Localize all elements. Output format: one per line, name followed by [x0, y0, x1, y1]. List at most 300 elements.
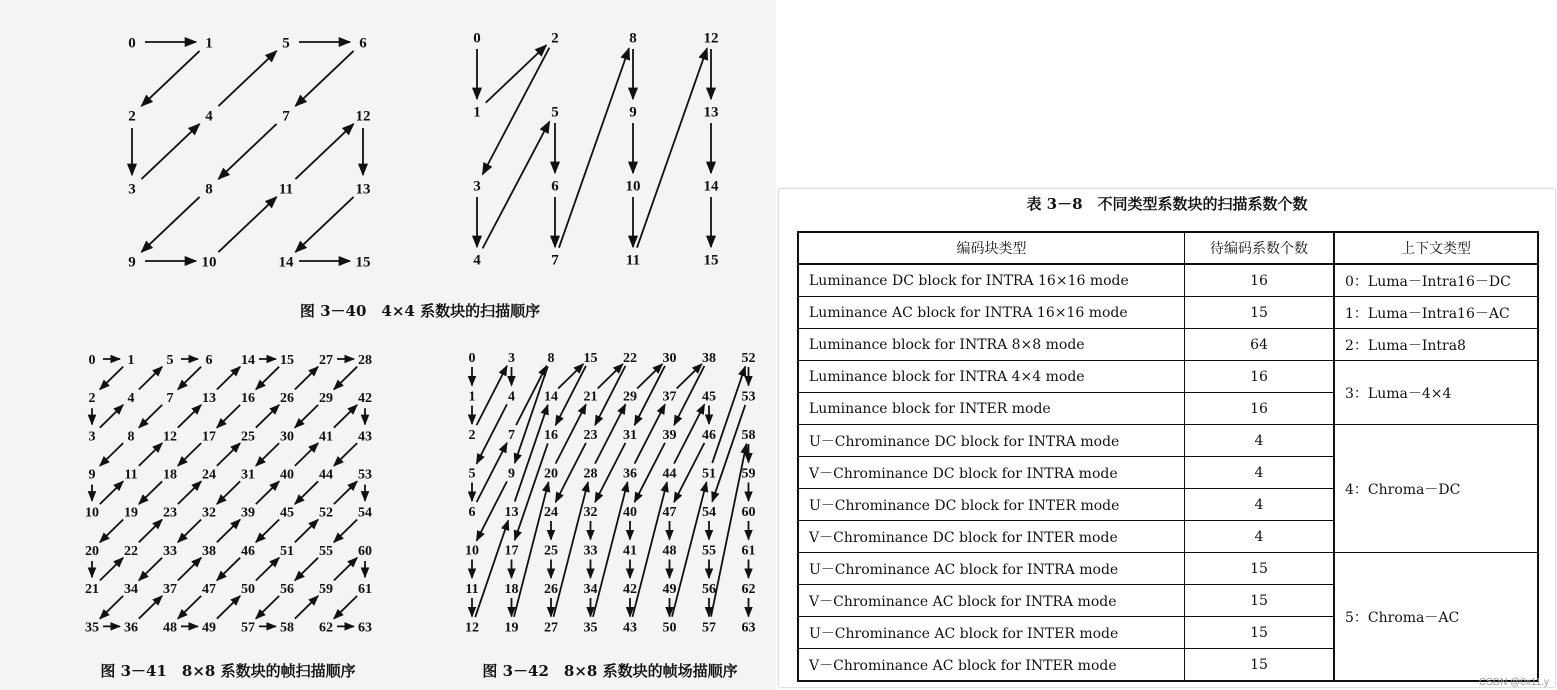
scan-arrow — [178, 558, 201, 581]
coefficient-index: 14 — [703, 178, 719, 195]
scan-arrow — [100, 519, 123, 542]
count-cell: 64 — [1185, 329, 1335, 361]
block-type-cell: Luminance block for INTRA 4×4 mode — [798, 361, 1185, 393]
coefficient-index: 11 — [465, 581, 479, 597]
context-cell: 0：Luma－Intra16－DC — [1334, 264, 1538, 297]
coefficient-index: 12 — [703, 30, 719, 47]
table-3-8-panel — [779, 189, 1555, 687]
scan-arrow — [217, 519, 240, 542]
coefficient-index: 23 — [583, 427, 598, 443]
scan-arrow — [595, 443, 625, 502]
coefficient-index: 8 — [547, 350, 555, 366]
coefficient-index: 6 — [205, 352, 213, 368]
scan-arrow — [635, 366, 665, 425]
coefficient-index: 1 — [473, 104, 481, 121]
coefficient-index: 61 — [358, 582, 372, 598]
scan-arrow — [712, 405, 745, 502]
coefficient-index: 40 — [280, 467, 294, 483]
coefficient-index: 10 — [85, 505, 99, 521]
coefficient-index: 31 — [623, 427, 637, 443]
scan-arrow — [295, 596, 318, 619]
block-type-cell: V－Chrominance DC block for INTRA mode — [798, 457, 1185, 489]
scan-arrow — [515, 443, 548, 540]
scan-arrow — [295, 519, 318, 542]
coefficient-index: 53 — [358, 467, 372, 483]
scan-arrow — [256, 443, 279, 466]
table-row — [798, 553, 1538, 585]
scan-arrow — [334, 481, 357, 504]
header-block-type: 编码块类型 — [798, 232, 1185, 264]
coefficient-index: 7 — [282, 108, 290, 125]
coefficient-index: 28 — [358, 352, 372, 368]
coefficient-index: 33 — [583, 543, 598, 559]
count-cell: 15 — [1185, 553, 1335, 585]
csdn-watermark: CSDN @0x11.y — [1479, 677, 1549, 688]
coefficient-index: 12 — [355, 108, 371, 125]
coefficient-index: 60 — [741, 504, 756, 520]
coefficient-index: 16 — [544, 427, 558, 443]
coefficient-index: 49 — [202, 620, 216, 636]
scan-arrow — [295, 481, 318, 504]
block-type-cell: Luminance DC block for INTRA 16×16 mode — [798, 264, 1185, 297]
coefficient-index: 37 — [662, 389, 677, 405]
coefficient-index: 48 — [163, 620, 177, 636]
coefficient-index: 7 — [551, 252, 559, 269]
coefficient-index: 59 — [741, 466, 756, 482]
coefficient-index: 34 — [124, 582, 138, 598]
coefficient-index: 6 — [551, 178, 559, 195]
coefficient-index: 5 — [282, 35, 290, 52]
coefficient-index: 4 — [473, 252, 481, 269]
coefficient-index: 57 — [702, 620, 716, 636]
block-type-cell: U－Chrominance AC block for INTER mode — [798, 617, 1185, 649]
coefficient-index: 9 — [629, 104, 637, 121]
coefficient-index: 63 — [358, 620, 372, 636]
coefficient-index: 28 — [583, 466, 598, 482]
coefficient-index: 32 — [202, 505, 216, 521]
coefficient-index: 17 — [202, 429, 216, 445]
block-type-cell: U－Chrominance DC block for INTER mode — [798, 489, 1185, 521]
scan-arrow — [558, 364, 583, 389]
coefficient-index: 58 — [741, 427, 756, 443]
count-cell: 16 — [1185, 393, 1335, 425]
scan-arrow — [334, 443, 357, 466]
coefficient-index: 4 — [508, 389, 515, 405]
scan-coefficient-table — [797, 231, 1539, 682]
scan-arrow — [295, 197, 353, 252]
scan-arrow — [295, 367, 318, 390]
scan-arrow — [477, 366, 507, 425]
coefficient-index: 7 — [508, 427, 515, 443]
coefficient-index: 50 — [662, 620, 677, 636]
scan-arrow — [477, 481, 507, 540]
coefficient-index: 56 — [280, 582, 294, 598]
scan-arrow — [100, 596, 123, 619]
scan-arrow — [217, 596, 240, 619]
coefficient-index: 22 — [124, 543, 138, 559]
figure-3-42-field-scan-8x8 — [465, 351, 756, 636]
coefficient-index: 27 — [544, 620, 558, 636]
scan-arrow — [178, 596, 201, 619]
coefficient-index: 36 — [623, 466, 637, 482]
coefficient-index: 12 — [465, 620, 479, 636]
scan-arrow — [256, 596, 279, 619]
coefficient-index: 9 — [88, 467, 96, 483]
coefficient-index: 57 — [241, 620, 255, 636]
scan-arrow — [295, 124, 353, 179]
table-row — [798, 425, 1538, 457]
scan-arrow — [217, 367, 240, 390]
scan-arrow — [295, 558, 318, 581]
coefficient-index: 48 — [662, 543, 677, 559]
scan-arrow — [218, 51, 276, 106]
scan-arrow — [139, 596, 162, 619]
scan-arrow — [217, 481, 240, 504]
coefficient-index: 40 — [623, 504, 637, 520]
coefficient-index: 7 — [166, 391, 174, 407]
coefficient-index: 4 — [205, 108, 213, 125]
coefficient-index: 9 — [128, 254, 136, 271]
count-cell: 16 — [1185, 361, 1335, 393]
coefficient-index: 38 — [202, 543, 216, 559]
header-context-type: 上下文类型 — [1334, 232, 1538, 264]
block-type-cell: V－Chrominance DC block for INTER mode — [798, 521, 1185, 553]
table-row — [798, 264, 1538, 297]
coefficient-index: 52 — [741, 350, 756, 366]
coefficient-index: 2 — [468, 427, 476, 443]
scan-arrow — [100, 367, 123, 390]
coefficient-index: 5 — [166, 352, 174, 368]
count-cell: 4 — [1185, 521, 1335, 553]
scan-arrow — [334, 558, 357, 581]
scan-arrow — [256, 481, 279, 504]
scan-arrow — [595, 404, 625, 463]
coefficient-index: 21 — [583, 389, 598, 405]
coefficient-index: 59 — [319, 582, 333, 598]
scan-arrow — [217, 443, 240, 466]
coefficient-index: 10 — [201, 254, 217, 271]
coefficient-index: 13 — [202, 391, 216, 407]
coefficient-index: 50 — [241, 582, 255, 598]
context-cell: 2：Luma－Intra8 — [1334, 329, 1538, 361]
coefficient-index: 63 — [741, 620, 756, 636]
coefficient-index: 58 — [280, 620, 294, 636]
block-type-cell: U－Chrominance DC block for INTRA mode — [798, 425, 1185, 457]
coefficient-index: 1 — [127, 352, 135, 368]
coefficient-index: 24 — [202, 467, 216, 483]
coefficient-index: 44 — [319, 467, 333, 483]
scan-arrow — [674, 404, 704, 463]
coefficient-index: 36 — [124, 620, 138, 636]
block-type-cell: V－Chrominance AC block for INTRA mode — [798, 585, 1185, 617]
coefficient-index: 1 — [468, 389, 476, 405]
figures-canvas — [0, 0, 776, 690]
block-type-cell: U－Chrominance AC block for INTRA mode — [798, 553, 1185, 585]
scan-arrow — [178, 519, 201, 542]
scan-arrow — [334, 367, 357, 390]
count-cell: 4 — [1185, 425, 1335, 457]
coefficient-index: 14 — [544, 389, 558, 405]
table-row — [798, 361, 1538, 393]
coefficient-index: 34 — [583, 581, 598, 597]
coefficient-index: 0 — [88, 352, 96, 368]
scan-arrow — [139, 481, 162, 504]
scan-arrow — [598, 364, 623, 389]
scan-arrow — [334, 519, 357, 542]
coefficient-index: 2 — [88, 391, 96, 407]
count-cell: 15 — [1185, 617, 1335, 649]
scan-arrow — [635, 404, 665, 463]
coefficient-index: 10 — [625, 178, 641, 195]
coefficient-index: 61 — [741, 543, 756, 559]
scan-arrow — [178, 367, 201, 390]
coefficient-index: 35 — [583, 620, 598, 636]
scan-arrow — [178, 405, 201, 428]
coefficient-index: 25 — [241, 429, 255, 445]
coefficient-index: 11 — [625, 252, 641, 269]
scan-arrow — [635, 443, 665, 502]
coefficient-index: 15 — [583, 350, 598, 366]
scan-arrow — [178, 481, 201, 504]
coefficient-index: 46 — [702, 427, 716, 443]
block-type-cell: V－Chrominance AC block for INTER mode — [798, 649, 1185, 682]
context-cell: 4：Chroma－DC — [1334, 425, 1538, 553]
scan-order-figures — [0, 0, 776, 690]
scan-arrow — [256, 558, 279, 581]
coefficient-index: 62 — [319, 620, 333, 636]
coefficient-index: 31 — [241, 467, 255, 483]
coefficient-index: 18 — [163, 467, 177, 483]
scan-arrow — [556, 366, 586, 425]
scan-arrow — [637, 364, 662, 389]
coefficient-index: 54 — [702, 504, 716, 520]
scan-arrow — [256, 367, 279, 390]
scan-arrow — [295, 51, 353, 106]
scan-arrow — [483, 48, 550, 175]
count-cell: 16 — [1185, 264, 1335, 297]
coefficient-index: 33 — [163, 543, 177, 559]
coefficient-index: 27 — [319, 352, 333, 368]
coefficient-index: 20 — [85, 543, 99, 559]
coefficient-index: 15 — [280, 352, 294, 368]
count-cell: 4 — [1185, 457, 1335, 489]
scan-arrow — [477, 443, 507, 502]
coefficient-index: 37 — [163, 582, 177, 598]
scan-arrow — [100, 481, 123, 504]
scan-arrow — [559, 48, 629, 247]
coefficient-index: 2 — [128, 108, 136, 125]
scan-arrow — [256, 519, 279, 542]
coefficient-index: 30 — [662, 350, 677, 366]
context-cell: 3：Luma－4×4 — [1334, 361, 1538, 425]
coefficient-index: 51 — [702, 466, 716, 482]
scan-arrow — [139, 367, 162, 390]
block-type-cell: Luminance block for INTER mode — [798, 393, 1185, 425]
scan-arrow — [139, 558, 162, 581]
coefficient-index: 23 — [163, 505, 177, 521]
coefficient-index: 11 — [124, 467, 138, 483]
coefficient-index: 16 — [241, 391, 255, 407]
count-cell: 15 — [1185, 649, 1335, 682]
coefficient-index: 0 — [468, 350, 476, 366]
count-cell: 15 — [1185, 585, 1335, 617]
coefficient-index: 20 — [544, 466, 558, 482]
coefficient-index: 19 — [504, 620, 519, 636]
coefficient-index: 12 — [163, 429, 177, 445]
coefficient-index: 41 — [623, 543, 637, 559]
coefficient-index: 3 — [88, 429, 96, 445]
scan-arrow — [139, 519, 162, 542]
scan-arrow — [674, 366, 704, 425]
coefficient-index: 6 — [468, 504, 476, 520]
coefficient-index: 46 — [241, 543, 255, 559]
scan-arrow — [477, 404, 507, 463]
scan-arrow — [178, 443, 201, 466]
block-type-cell: Luminance block for INTRA 8×8 mode — [798, 329, 1185, 361]
coefficient-index: 47 — [662, 504, 677, 520]
coefficient-index: 18 — [504, 581, 519, 597]
scan-arrow — [334, 596, 357, 619]
scan-arrow — [674, 443, 704, 502]
coefficient-index: 14 — [278, 254, 294, 271]
count-cell: 15 — [1185, 297, 1335, 329]
coefficient-index: 35 — [85, 620, 99, 636]
coefficient-index: 15 — [355, 254, 371, 271]
coefficient-index: 19 — [124, 505, 138, 521]
scan-arrow — [139, 443, 162, 466]
coefficient-index: 17 — [504, 543, 519, 559]
scan-arrow — [334, 405, 357, 428]
scan-arrow — [712, 366, 745, 463]
scan-arrow — [100, 443, 123, 466]
coefficient-index: 52 — [319, 505, 333, 521]
coefficient-index: 8 — [629, 30, 637, 47]
coefficient-index: 42 — [623, 581, 637, 597]
coefficient-index: 39 — [241, 505, 255, 521]
header-coefficient-count: 待编码系数个数 — [1185, 232, 1335, 264]
coefficient-index: 43 — [358, 429, 372, 445]
scan-arrow — [677, 364, 702, 389]
scan-arrow — [295, 443, 318, 466]
scan-arrow — [256, 405, 279, 428]
block-type-cell: Luminance AC block for INTRA 16×16 mode — [798, 297, 1185, 329]
figure-3-40-caption: 图 3－40 4×4 系数块的扫描顺序 — [299, 302, 541, 320]
coefficient-index: 43 — [623, 620, 637, 636]
count-cell: 4 — [1185, 489, 1335, 521]
coefficient-index: 47 — [202, 582, 216, 598]
table-caption: 表 3－8 不同类型系数块的扫描系数个数 — [1026, 195, 1308, 213]
context-cell: 1：Luma－Intra16－AC — [1334, 297, 1538, 329]
coefficient-index: 22 — [623, 350, 637, 366]
coefficient-index: 53 — [741, 389, 756, 405]
scan-arrow — [218, 124, 276, 179]
scan-arrow — [217, 405, 240, 428]
coefficient-index: 4 — [127, 391, 135, 407]
coefficient-index: 29 — [623, 389, 637, 405]
table-header-row — [798, 232, 1538, 264]
coefficient-index: 26 — [280, 391, 294, 407]
scan-arrow — [141, 124, 199, 179]
coefficient-index: 13 — [355, 181, 371, 198]
coefficient-index: 3 — [128, 181, 136, 198]
coefficient-index: 1 — [205, 35, 213, 52]
coefficient-index: 45 — [280, 505, 294, 521]
coefficient-index: 30 — [280, 429, 294, 445]
coefficient-index: 42 — [358, 391, 372, 407]
scan-arrow — [483, 122, 550, 249]
coefficient-index: 62 — [741, 581, 756, 597]
coefficient-index: 41 — [319, 429, 333, 445]
context-cell: 5：Chroma－AC — [1334, 553, 1538, 682]
coefficient-index: 2 — [551, 30, 559, 47]
coefficient-index: 44 — [662, 466, 677, 482]
coefficient-index: 29 — [319, 391, 333, 407]
scan-arrow — [141, 197, 199, 252]
coefficient-index: 39 — [662, 427, 677, 443]
scan-arrow — [139, 405, 162, 428]
coefficient-index: 14 — [241, 352, 255, 368]
scan-arrow — [100, 405, 123, 428]
coefficient-index: 21 — [85, 582, 99, 598]
figure-3-41-frame-scan-8x8 — [85, 353, 372, 635]
coefficient-index: 6 — [359, 35, 367, 52]
coefficient-index: 55 — [319, 543, 333, 559]
coefficient-index: 24 — [544, 504, 558, 520]
coefficient-index: 3 — [508, 350, 515, 366]
coefficient-index: 49 — [662, 581, 677, 597]
figure-3-40-zigzag-4x4 — [128, 35, 370, 270]
table-row — [798, 297, 1538, 329]
coefficient-index: 8 — [127, 429, 135, 445]
scan-arrow — [141, 51, 199, 106]
figure-3-42-caption: 图 3－42 8×8 系数块的帧场描顺序 — [482, 662, 738, 680]
coefficient-index: 38 — [702, 350, 716, 366]
coefficient-index: 5 — [551, 104, 559, 121]
scan-arrow — [295, 405, 318, 428]
coefficient-index: 15 — [703, 252, 719, 269]
scan-arrow — [486, 45, 547, 102]
coefficient-index: 0 — [473, 30, 481, 47]
scan-arrow — [637, 48, 707, 247]
coefficient-index: 55 — [702, 543, 716, 559]
coefficient-index: 3 — [473, 178, 481, 195]
coefficient-index: 9 — [508, 466, 515, 482]
coefficient-index: 60 — [358, 543, 372, 559]
coefficient-index: 11 — [278, 181, 294, 198]
coefficient-index: 0 — [128, 35, 136, 52]
scan-arrow — [217, 558, 240, 581]
coefficient-index: 10 — [465, 543, 479, 559]
coefficient-index: 56 — [702, 581, 716, 597]
coefficient-index: 45 — [702, 389, 716, 405]
coefficient-index: 32 — [583, 504, 598, 520]
scan-arrow — [595, 366, 625, 425]
scan-arrow — [515, 366, 548, 463]
coefficient-index: 25 — [544, 543, 558, 559]
coefficient-index: 54 — [358, 505, 372, 521]
scan-arrow — [556, 443, 586, 502]
figure-3-41-caption: 图 3－41 8×8 系数块的帧扫描顺序 — [100, 662, 356, 680]
coefficient-index: 26 — [544, 581, 558, 597]
scan-arrow — [556, 404, 586, 463]
coefficient-index: 5 — [468, 466, 476, 482]
scan-arrow — [218, 197, 276, 252]
table-row — [798, 329, 1538, 361]
figure-field-scan-4x4 — [473, 30, 719, 268]
coefficient-index: 8 — [205, 181, 213, 198]
scan-arrow — [100, 558, 123, 581]
coefficient-index: 51 — [280, 543, 294, 559]
